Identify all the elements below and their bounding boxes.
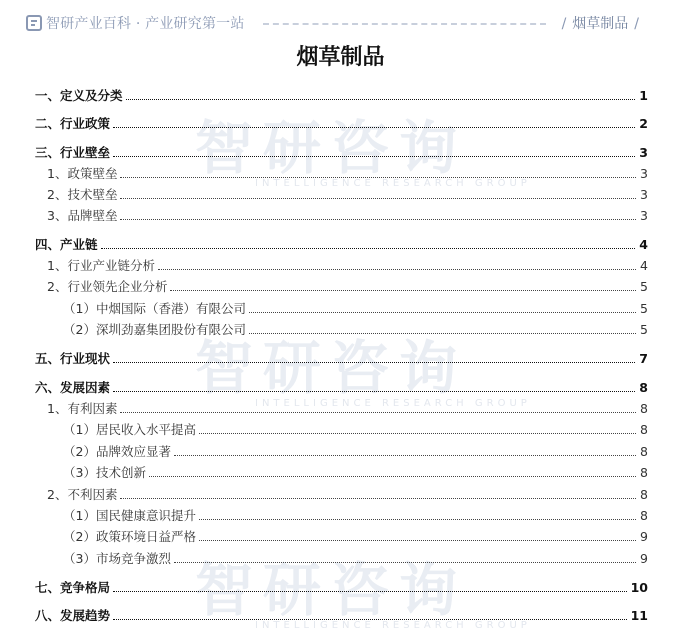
toc-entry-label: （3）市场竞争激烈 (63, 551, 171, 566)
toc-entry-label: 1、行业产业链分析 (47, 258, 155, 273)
toc-page-number: 3 (639, 145, 648, 160)
toc-leader-dots (126, 99, 636, 100)
toc-page-number: 8 (640, 508, 648, 523)
toc-entry[interactable] (47, 254, 648, 274)
breadcrumb (556, 13, 645, 33)
watermark-text: 智研咨询 (195, 334, 468, 402)
toc-entry[interactable] (35, 576, 648, 596)
toc-leader-dots (170, 290, 636, 291)
toc-entry[interactable] (35, 84, 648, 104)
toc-entry-label: （1）中烟国际（香港）有限公司 (63, 301, 246, 316)
toc-leader-dots (199, 540, 636, 541)
toc-entry-label: 八、发展趋势 (35, 608, 111, 623)
toc-leader-dots (199, 519, 636, 520)
toc-page-number: 7 (639, 351, 648, 366)
toc-page-number: 5 (640, 279, 648, 294)
toc-page-number: 4 (640, 258, 648, 273)
toc-page-number: 8 (640, 487, 648, 502)
toc-leader-dots (120, 177, 636, 178)
toc-page-number: 1 (639, 88, 648, 103)
toc-entry-label: 三、行业壁垒 (35, 145, 111, 160)
toc-entry-label: 七、竞争格局 (35, 580, 111, 595)
toc-page-number: 11 (630, 608, 648, 623)
toc-leader-dots (174, 562, 636, 563)
toc-entry-label: 六、发展因素 (35, 380, 111, 395)
toc-leader-dots (113, 156, 635, 157)
toc-entry[interactable] (63, 297, 648, 317)
toc-leader-dots (113, 362, 635, 363)
toc-entry[interactable] (63, 525, 648, 545)
breadcrumb-separator-icon: / (561, 16, 567, 32)
toc-page-number: 8 (640, 465, 648, 480)
toc-entry-label: 3、品牌壁垒 (47, 208, 118, 223)
toc-entry-label: 2、不利因素 (47, 487, 118, 502)
watermark-subtext: INTELLIGENCE RESEARCH GROUP (255, 620, 531, 631)
toc-entry[interactable] (63, 440, 648, 460)
watermark-subtext: INTELLIGENCE RESEARCH GROUP (255, 398, 531, 409)
toc-page-number: 9 (640, 529, 648, 544)
toc-entry[interactable] (63, 504, 648, 524)
brand-logo-icon (26, 15, 42, 31)
toc-entry[interactable] (35, 604, 648, 624)
toc-leader-dots (113, 591, 627, 592)
toc-leader-dots (120, 219, 636, 220)
toc-leader-dots (113, 391, 635, 392)
toc-page-number: 8 (640, 422, 648, 437)
toc-page-number: 5 (640, 322, 648, 337)
toc-entry[interactable] (63, 418, 648, 438)
toc-page-number: 3 (640, 166, 648, 181)
toc-entry[interactable] (47, 183, 648, 203)
toc-entry[interactable] (63, 318, 648, 338)
toc-page-number: 2 (639, 116, 648, 131)
toc-entry-label: 一、定义及分类 (35, 88, 123, 103)
toc-page-number: 5 (640, 301, 648, 316)
toc-entry[interactable] (47, 275, 648, 295)
toc-entry-label: （2）政策环境日益严格 (63, 529, 196, 544)
breadcrumb-separator-icon: / (634, 16, 639, 32)
toc-entry[interactable] (35, 347, 648, 367)
toc-entry-label: 五、行业现状 (35, 351, 111, 366)
toc-leader-dots (249, 312, 636, 313)
toc-entry-label: （2）深圳劲嘉集团股份有限公司 (63, 322, 246, 337)
header-divider (263, 23, 546, 25)
toc-leader-dots (149, 476, 636, 477)
toc-leader-dots (199, 433, 636, 434)
toc-leader-dots (174, 455, 636, 456)
watermark-text: 智研咨询 (195, 556, 468, 624)
toc-entry[interactable] (35, 233, 648, 253)
toc-entry[interactable] (63, 547, 648, 567)
toc-leader-dots (120, 198, 636, 199)
page-header (0, 0, 681, 40)
toc-leader-dots (120, 498, 636, 499)
toc-page-number: 3 (640, 208, 648, 223)
toc-page-number: 8 (640, 401, 648, 416)
toc-entry-label: 1、政策壁垒 (47, 166, 118, 181)
toc-entry-label: （1）国民健康意识提升 (63, 508, 196, 523)
breadcrumb-current[interactable]: 烟草制品 (572, 16, 629, 32)
toc-entry[interactable] (63, 461, 648, 481)
toc-leader-dots (120, 412, 636, 413)
watermark-subtext: INTELLIGENCE RESEARCH GROUP (255, 178, 531, 189)
toc-entry-label: 二、行业政策 (35, 116, 111, 131)
toc-entry-label: 四、产业链 (35, 237, 98, 252)
toc-entry[interactable] (47, 204, 648, 224)
toc-leader-dots (101, 248, 636, 249)
toc-page-number: 10 (630, 580, 648, 595)
toc-entry[interactable] (47, 397, 648, 417)
toc-entry[interactable] (47, 483, 648, 503)
toc-leader-dots (113, 619, 627, 620)
toc-entry-label: 1、有利因素 (47, 401, 118, 416)
brand-tagline: 智研产业百科 · 产业研究第一站 (46, 16, 245, 32)
toc-entry[interactable] (35, 141, 648, 161)
toc-page-number: 4 (639, 237, 648, 252)
toc-page-number: 8 (639, 380, 648, 395)
toc-entry[interactable] (35, 112, 648, 132)
toc-entry-label: （1）居民收入水平提高 (63, 422, 196, 437)
toc-entry-label: （3）技术创新 (63, 465, 146, 480)
toc-entry-label: 2、技术壁垒 (47, 187, 118, 202)
toc-leader-dots (113, 127, 635, 128)
toc-page-number: 3 (640, 187, 648, 202)
toc-leader-dots (249, 333, 636, 334)
toc-entry[interactable] (47, 162, 648, 182)
toc-entry-label: （2）品牌效应显著 (63, 444, 171, 459)
page-title: 烟草制品 (296, 45, 385, 70)
toc-page-number: 8 (640, 444, 648, 459)
toc-leader-dots (158, 269, 636, 270)
toc-page-number: 9 (640, 551, 648, 566)
toc-entry[interactable] (35, 376, 648, 396)
watermark-text: 智研咨询 (195, 114, 468, 182)
toc-entry-label: 2、行业领先企业分析 (47, 279, 168, 294)
